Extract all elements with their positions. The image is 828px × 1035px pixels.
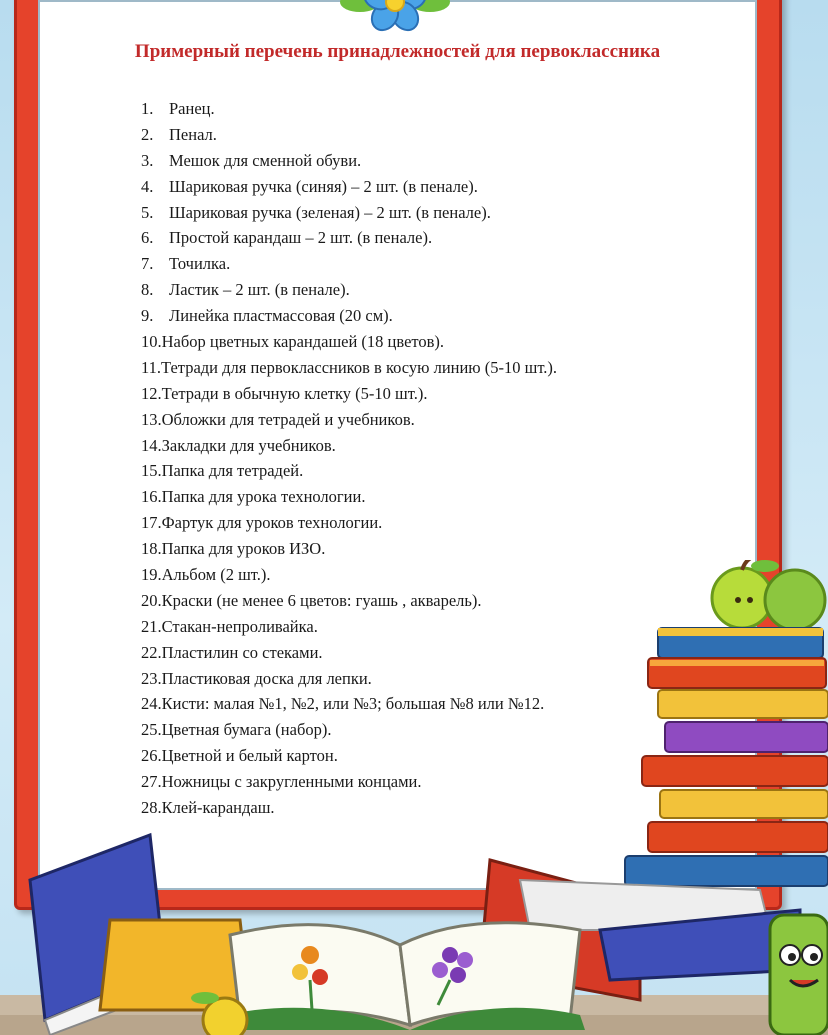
list-item: 20.Краски (не менее 6 цветов: гуашь , акварель). [141,590,482,610]
list-item: 2. Пенал. [141,124,217,144]
list-item: 11.Тетради для первоклассников в косую линию (5-10 шт.). [141,357,558,377]
list-item: 15.Папка для тетрадей. [141,461,304,481]
list-item: 8. Ластик – 2 шт. (в пенале). [141,280,350,300]
list-item: 17.Фартук для уроков технологии. [141,513,383,533]
list-item: 22.Пластилин со стеками. [141,642,323,662]
pencil-character-icon [770,915,828,1035]
list-item: 26.Цветной и белый картон. [141,746,338,766]
list-item: 4. Шариковая ручка (синяя) – 2 шт. (в пенале). [141,176,478,196]
list-item: 5. Шариковая ручка (зеленая) – 2 шт. (в пенале). [141,202,491,222]
list-item: 23.Пластиковая доска для лепки. [141,668,372,688]
flower-icon [340,0,450,42]
list-item: 16.Папка для урока технологии. [141,487,366,507]
list-item: 1. Ранец. [141,99,215,118]
list-item: 24.Кисти: малая №1, №2, или №3; большая №8 или №12. [141,694,545,714]
open-book-icon [0,820,828,1035]
list-item: 19.Альбом (2 шт.). [141,565,271,585]
list-item: 12.Тетради в обычную клетку (5-10 шт.). [141,383,428,403]
list-item: 9. Линейка пластмассовая (20 см). [141,306,393,326]
list-item: 7. Точилка. [141,254,231,274]
apple-icon [712,560,825,630]
list-item: 21.Стакан-непроливайка. [141,616,318,636]
list-item: 25.Цветная бумага (набор). [141,720,332,740]
list-item: 28.Клей-карандаш. [141,798,275,818]
list-item: 6. Простой карандаш – 2 шт. (в пенале). [141,228,433,248]
supplies-list [141,96,557,821]
document-title: Примерный перечень принадлежностей для первоклассника [134,41,661,62]
list-item: 3. Мешок для сменной обуви. [141,150,362,170]
list-item: 13.Обложки для тетрадей и учебников. [141,409,415,429]
list-item: 18.Папка для уроков ИЗО. [141,539,326,559]
list-item: 14.Закладки для учебников. [141,435,336,455]
list-item: 27.Ножницы с закругленными концами. [141,772,422,792]
list-item: 10.Набор цветных карандашей (18 цветов). [141,332,445,352]
